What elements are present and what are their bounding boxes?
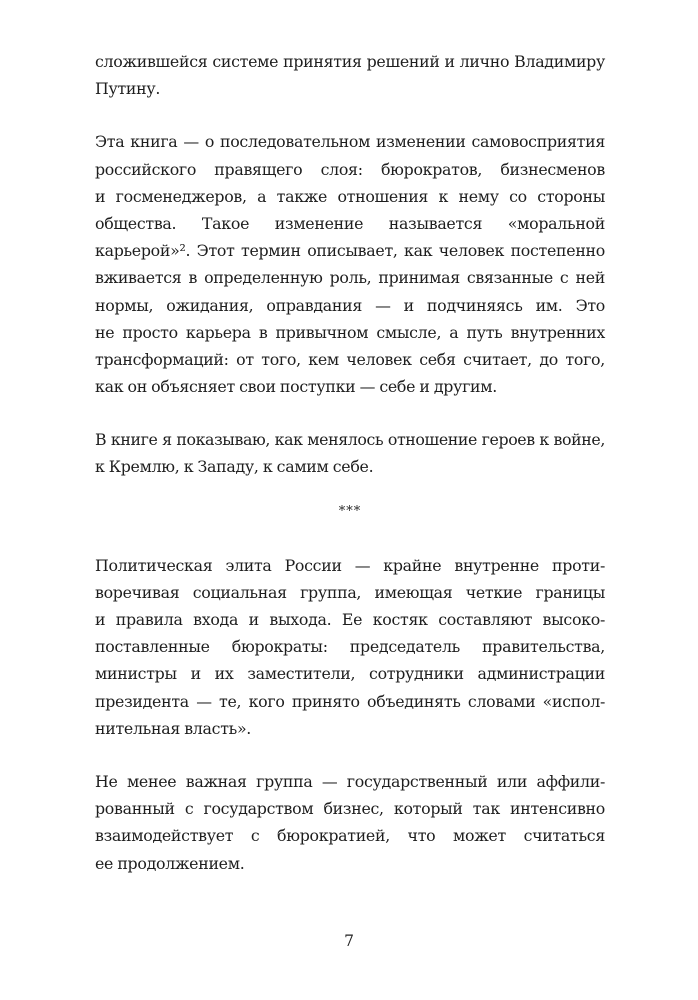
text-line: министры и их заместители, сотрудники администрации bbox=[95, 664, 605, 684]
text-line: сложившейся системе принятия решений и лично Владимиру bbox=[95, 52, 605, 71]
text-line: поставленные бюрократы: председатель правительства, bbox=[95, 637, 605, 657]
text-line: воречивая социальная группа, имеющая четкие границы bbox=[95, 582, 605, 602]
text-line: и правила входа и выхода. Ее костяк составляют высоко- bbox=[95, 610, 605, 629]
text-line: Не менее важная группа — государственный или аффили- bbox=[95, 771, 605, 791]
text-line: президента — те, кого принято объединять словами «испол- bbox=[95, 691, 605, 711]
page-number: 7 bbox=[344, 932, 354, 950]
text-line: взаимодействует с бюрократией, что может считаться bbox=[95, 826, 605, 846]
paragraph-3 bbox=[95, 426, 605, 480]
paragraph-4 bbox=[95, 552, 605, 742]
text-line: к Кремлю, к Западу, к самим себе. bbox=[95, 457, 374, 477]
text-line: нормы, ожидания, оправдания — и подчиняясь им. Это bbox=[95, 295, 605, 315]
text-line: рованный с государством бизнес, который так интенсивно bbox=[95, 799, 605, 819]
text-line: не просто карьера в привычном смысле, а путь внутренних bbox=[95, 322, 605, 342]
text-line: нительная власть». bbox=[95, 718, 252, 738]
text-line: трансформаций: от того, кем человек себя считает, до того, bbox=[95, 349, 605, 369]
text-line: карьерой»². Этот термин описывает, как человек постепенно bbox=[95, 241, 605, 261]
text-line: российского правящего слоя: бюрократов, бизнесменов bbox=[95, 159, 605, 179]
text-line: Политическая элита России — крайне внутренне проти- bbox=[95, 555, 605, 575]
text-line: вживается в определенную роль, принимая связанные с ней bbox=[95, 268, 605, 288]
page-body bbox=[95, 48, 605, 877]
text-line: и госменеджеров, а также отношения к нему со стороны bbox=[95, 186, 605, 206]
text-line: Путину. bbox=[95, 79, 161, 99]
paragraph-1 bbox=[95, 48, 605, 102]
text-line: общества. Такое изменение называется «моральной bbox=[95, 213, 605, 233]
paragraph-5 bbox=[95, 768, 605, 877]
text-line: В книге я показываю, как менялось отношение героев к войне, bbox=[95, 430, 605, 450]
text-line: ее продолжением. bbox=[95, 853, 245, 873]
section-divider: *** bbox=[338, 503, 362, 519]
paragraph-2 bbox=[95, 128, 605, 400]
text-line: Эта книга — о последовательном изменении самовосприятия bbox=[95, 132, 605, 152]
text-line: как он объясняет свои поступки — себе и другим. bbox=[95, 377, 497, 397]
